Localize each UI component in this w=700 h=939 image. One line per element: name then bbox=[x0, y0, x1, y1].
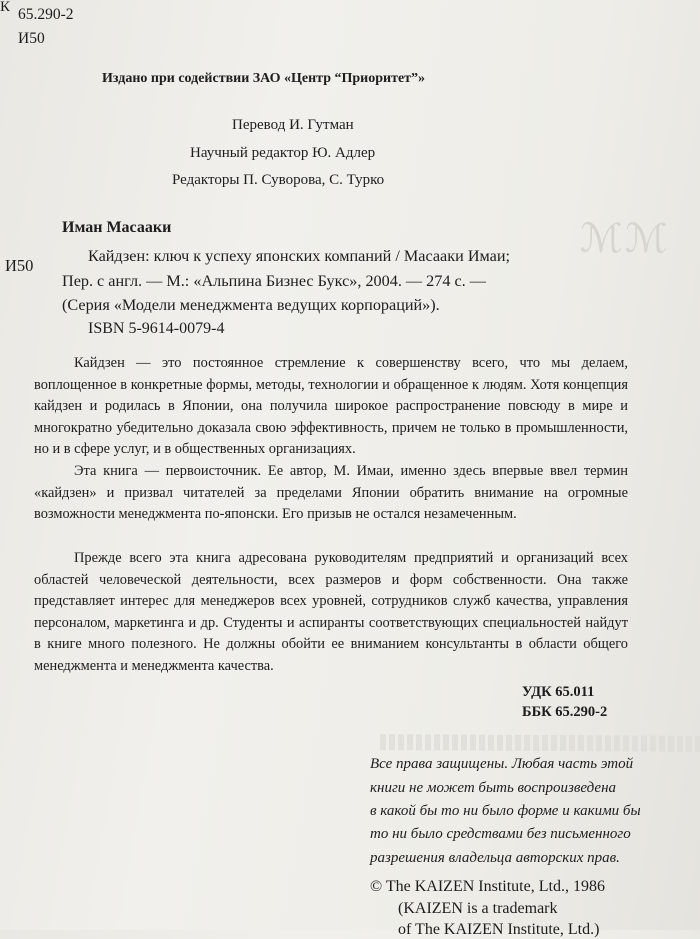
top-left-code-0: К bbox=[0, 0, 11, 15]
editors-credit: Редакторы П. Суворова, С. Турко bbox=[172, 172, 385, 188]
rights-line-5: разрешения владельца авторских прав. bbox=[370, 850, 620, 866]
top-left-bbk-code: 65.290-2 bbox=[18, 6, 74, 23]
show-through-text bbox=[380, 734, 700, 752]
top-left-catalog-mark: И50 bbox=[18, 30, 45, 47]
isbn: ISBN 5-9614-0079-4 bbox=[88, 320, 225, 337]
annotation-paragraph-2: Эта книга — первоисточник. Ее автор, М. Имаи, именно здесь впервые ввел термин «кайдзен» и призвал читателей за пределами Японии обратить внимание на огромные возможности менеджмента по-японски. Его призыв не остался незамеченным. bbox=[34, 463, 628, 523]
published-with-notice: Издано при содействии ЗАО «Центр “Приоритет”» bbox=[102, 71, 426, 86]
annotation-paragraph-1: Кайдзен — это постоянное стремление к совершенству всего, что мы делаем, воплощенное в конкретные формы, методы, технологии и обращенное к людям. Хотя концепция кайдзен и родилась в Японии, она получила широкое распространение повсюду в мире и многократно убедительно доказала свою эффективность, причем не только в промышленности, но и в сфере услуг, и в общественных организациях. bbox=[34, 355, 628, 458]
biblio-line-2: Пер. с англ. — М.: «Альпина Бизнес Букс», 2004. — 274 с. — bbox=[62, 272, 486, 290]
copyright-line-1: © The KAIZEN Institute, Ltd., 1986 bbox=[370, 878, 605, 895]
rights-line-1: Все права защищены. Любая часть этой bbox=[370, 756, 634, 772]
translator-credit: Перевод И. Гутман bbox=[232, 117, 354, 133]
udk-code: УДК 65.011 bbox=[522, 684, 595, 700]
biblio-line-1: Кайдзен: ключ к успеху японских компаний / Масааки Имаи; bbox=[88, 247, 510, 265]
rights-line-3: в какой бы то ни было форме и какими бы bbox=[370, 803, 641, 819]
rights-line-4: то ни было средствами без письменного bbox=[370, 826, 631, 842]
rights-line-2: книги не может быть воспроизведена bbox=[370, 780, 617, 796]
show-through-text: ℳℳ bbox=[579, 215, 670, 262]
bbk-code: ББК 65.290-2 bbox=[522, 704, 608, 720]
annotation-paragraph-3: Прежде всего эта книга адресована руководителям предприятий и организаций всех областей человеческой деятельности, всех размеров и форм собственности. Она также представляет интерес для менеджеров всех уровней, сотрудников служб качества, управления персоналом, маркетинга и др. Студенты и аспиранты соответствующих специальностей найдут в книге много полезного. Не должны обойти ее вниманием консультанты в области общего менеджмента и менеджмента качества. bbox=[34, 550, 628, 674]
copyright-line-2: (KAIZEN is a trademark bbox=[398, 900, 558, 917]
copyright-line-3: of The KAIZEN Institute, Ltd.) bbox=[398, 921, 600, 938]
biblio-line-3: (Серия «Модели менеджмента ведущих корпораций»). bbox=[62, 296, 440, 314]
catalog-mark: И50 bbox=[5, 256, 34, 275]
science-editor-credit: Научный редактор Ю. Адлер bbox=[190, 145, 376, 161]
author-name: Иман Масааки bbox=[62, 219, 172, 236]
